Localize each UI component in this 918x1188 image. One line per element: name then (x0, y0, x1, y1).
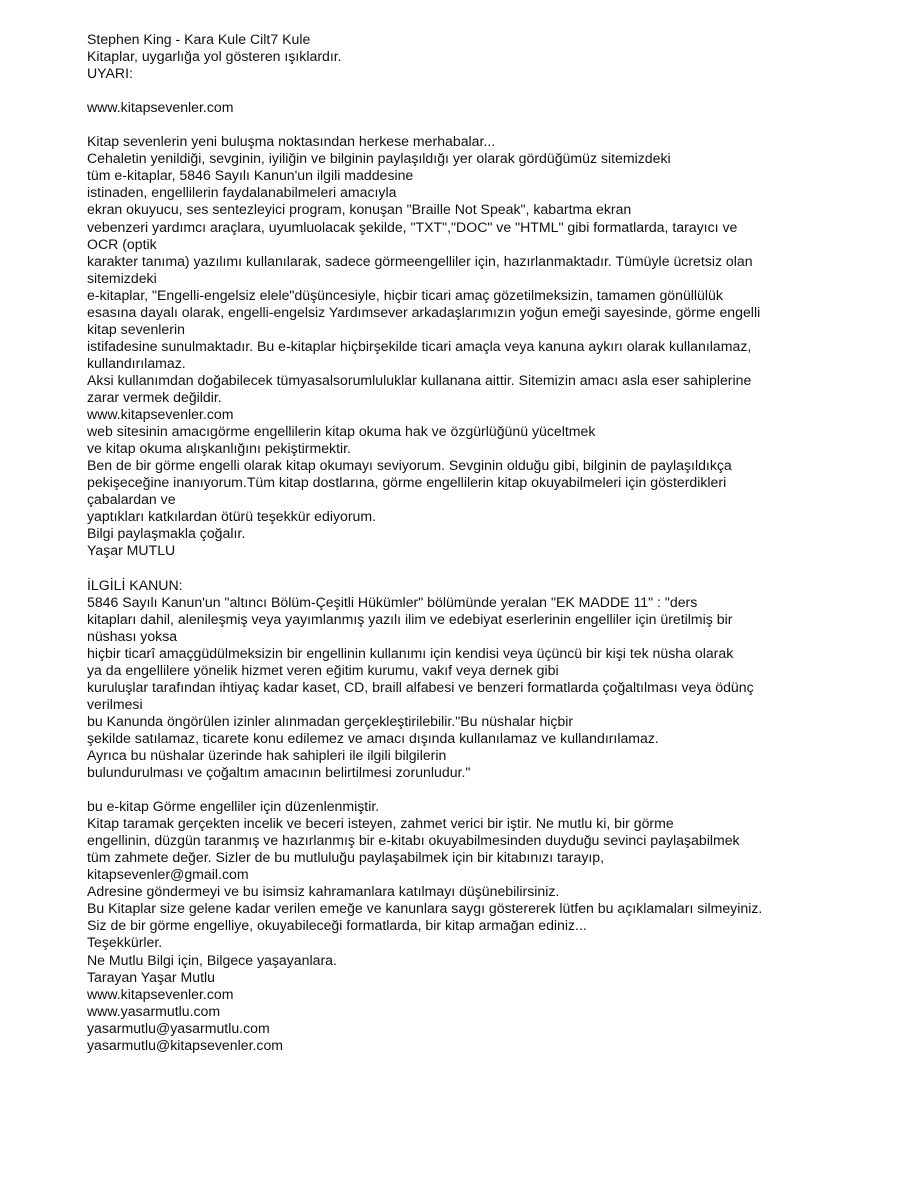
text-line: çabalardan ve (87, 491, 176, 508)
blank-line (87, 781, 817, 798)
text-line: www.yasarmutlu.com (87, 1002, 221, 1019)
text-line: Bilgi paylaşmakla çoğalır. (87, 525, 246, 542)
text-line: UYARI: (87, 65, 133, 82)
text-line: ekran okuyucu, ses sentezleyici program, konuşan "Braille Not Speak", kabartma ekran (87, 201, 632, 218)
text-line: www.kitapsevenler.com (87, 406, 234, 423)
text-line: 5846 Sayılı Kanun'un "altıncı Bölüm-Çeşitli Hükümler" bölümünde yeralan "EK MADDE 11" : "ders (87, 593, 698, 610)
text-line: istifadesine sunulmaktadır. Bu e-kitaplar hiçbirşekilde ticari amaçla veya kanuna aykırı olarak kullanılamaz, (87, 337, 752, 354)
text-line: zarar vermek değildir. (87, 388, 222, 405)
text-line: esasına dayalı olarak, engelli-engelsiz Yardımsever arkadaşlarımızın yoğun emeği sayesinde, görme engelli (87, 303, 761, 320)
text-line: kitapları dahil, alenileşmiş veya yayımlanmış yazılı ilim ve edebiyat eserlerinin engelliler için üretilmiş bir (87, 610, 733, 627)
text-line: sitemizdeki (87, 269, 157, 286)
blank-line (87, 559, 817, 576)
text-line: kitapsevenler@gmail.com (87, 866, 249, 883)
text-line: Tarayan Yaşar Mutlu (87, 968, 215, 985)
text-line: vebenzeri yardımcı araçlara, uyumluolacak şekilde, "TXT","DOC" ve "HTML" gibi formatlarda, tarayıcı ve (87, 218, 738, 235)
text-line: Teşekkürler. (87, 934, 163, 951)
text-line: Kitap sevenlerin yeni buluşma noktasından herkese merhabalar... (87, 133, 496, 150)
text-line: Kitaplar, uygarlığa yol gösteren ışıklardır. (87, 48, 342, 65)
text-line: e-kitaplar, "Engelli-engelsiz elele"düşüncesiyle, hiçbir ticari amaç gözetilmeksizin, tamamen gönüllülük (87, 286, 723, 303)
text-line: karakter tanıma) yazılımı kullanılarak, sadece görmeengelliler için, hazırlanmaktadır. Tümüyle ücretsiz olan (87, 252, 753, 269)
text-line: hiçbir ticarî amaçgüdülmeksizin bir engellinin kullanımı için kendisi veya üçüncü bir kişi tek nüsha olarak (87, 644, 734, 661)
text-line: Ben de bir görme engelli olarak kitap okumayı seviyorum. Sevginin olduğu gibi, bilginin de paylaşıldıkça (87, 457, 732, 474)
text-line: www.kitapsevenler.com (87, 99, 234, 116)
text-line: bu Kanunda öngörülen izinler alınmadan gerçekleştirilebilir."Bu nüshalar hiçbir (87, 712, 574, 729)
text-line: Siz de bir görme engelliye, okuyabileceği formatlarda, bir kitap armağan ediniz... (87, 917, 587, 934)
text-line: Bu Kitaplar size gelene kadar verilen emeğe ve kanunlara saygı göstererek lütfen bu açıklamaları silmeyiniz. (87, 900, 763, 917)
text-line: nüshası yoksa (87, 627, 178, 644)
text-line: kullandırılamaz. (87, 354, 186, 371)
document-page (87, 31, 817, 1054)
text-line: Adresine göndermeyi ve bu isimsiz kahramanlara katılmayı düşünebilirsiniz. (87, 883, 560, 900)
text-line: ve kitap okuma alışkanlığını pekiştirmektir. (87, 440, 351, 457)
text-line: verilmesi (87, 695, 143, 712)
text-line: istinaden, engellilerin faydalanabilmeleri amacıyla (87, 184, 397, 201)
text-line: Aksi kullanımdan doğabilecek tümyasalsorumluluklar kullanana aittir. Sitemizin amacı asla eser sahiplerine (87, 371, 752, 388)
text-line: kitap sevenlerin (87, 320, 185, 337)
text-line: kuruluşlar tarafından ihtiyaç kadar kaset, CD, braill alfabesi ve benzeri formatlarda çoğaltılması veya ödünç (87, 678, 754, 695)
text-line: pekişeceğine inanıyorum.Tüm kitap dostlarına, görme engellilerin kitap okuyabilmeleri için gösterdikleri (87, 474, 727, 491)
text-line: bu e-kitap Görme engelliler için düzenlenmiştir. (87, 798, 380, 815)
text-line: www.kitapsevenler.com (87, 985, 234, 1002)
text-line: yasarmutlu@yasarmutlu.com (87, 1019, 270, 1036)
text-line: Kitap taramak gerçekten incelik ve beceri isteyen, zahmet verici bir iştir. Ne mutlu ki, bir görme (87, 815, 674, 832)
text-line: şekilde satılamaz, ticarete konu edilemez ve amacı dışında kullanılamaz ve kullandırılamaz. (87, 729, 659, 746)
text-line: İLGİLİ KANUN: (87, 576, 183, 593)
text-line: yaptıkları katkılardan ötürü teşekkür ediyorum. (87, 508, 377, 525)
blank-line (87, 82, 817, 99)
text-line: Ne Mutlu Bilgi için, Bilgece yaşayanlara. (87, 951, 337, 968)
text-line: Stephen King - Kara Kule Cilt7 Kule (87, 31, 311, 47)
text-line: tüm e-kitaplar, 5846 Sayılı Kanun'un ilgili maddesine (87, 167, 414, 184)
text-line: Cehaletin yenildiği, sevginin, iyiliğin ve bilginin paylaşıldığı yer olarak gördüğümüz sitemizdeki (87, 150, 671, 167)
text-line: engellinin, düzgün taranmış ve hazırlanmış bir e-kitabı okuyabilmesinden duyduğu sevinci paylaşabilmek (87, 832, 740, 849)
text-line: Ayrıca bu nüshalar üzerinde hak sahipleri ile ilgili bilgilerin (87, 746, 447, 763)
text-line: yasarmutlu@kitapsevenler.com (87, 1036, 284, 1053)
text-line: OCR (optik (87, 235, 157, 252)
blank-line (87, 116, 817, 133)
text-line: Yaşar MUTLU (87, 542, 176, 559)
text-line: bulundurulması ve çoğaltım amacının belirtilmesi zorunludur." (87, 764, 471, 781)
text-line: web sitesinin amacıgörme engellilerin kitap okuma hak ve özgürlüğünü yüceltmek (87, 423, 596, 440)
text-line: tüm zahmete değer. Sizler de bu mutluluğu paylaşabilmek için bir kitabınızı tarayıp, (87, 849, 605, 866)
text-line: ya da engellilere yönelik hizmet veren eğitim kurumu, vakıf veya dernek gibi (87, 661, 559, 678)
